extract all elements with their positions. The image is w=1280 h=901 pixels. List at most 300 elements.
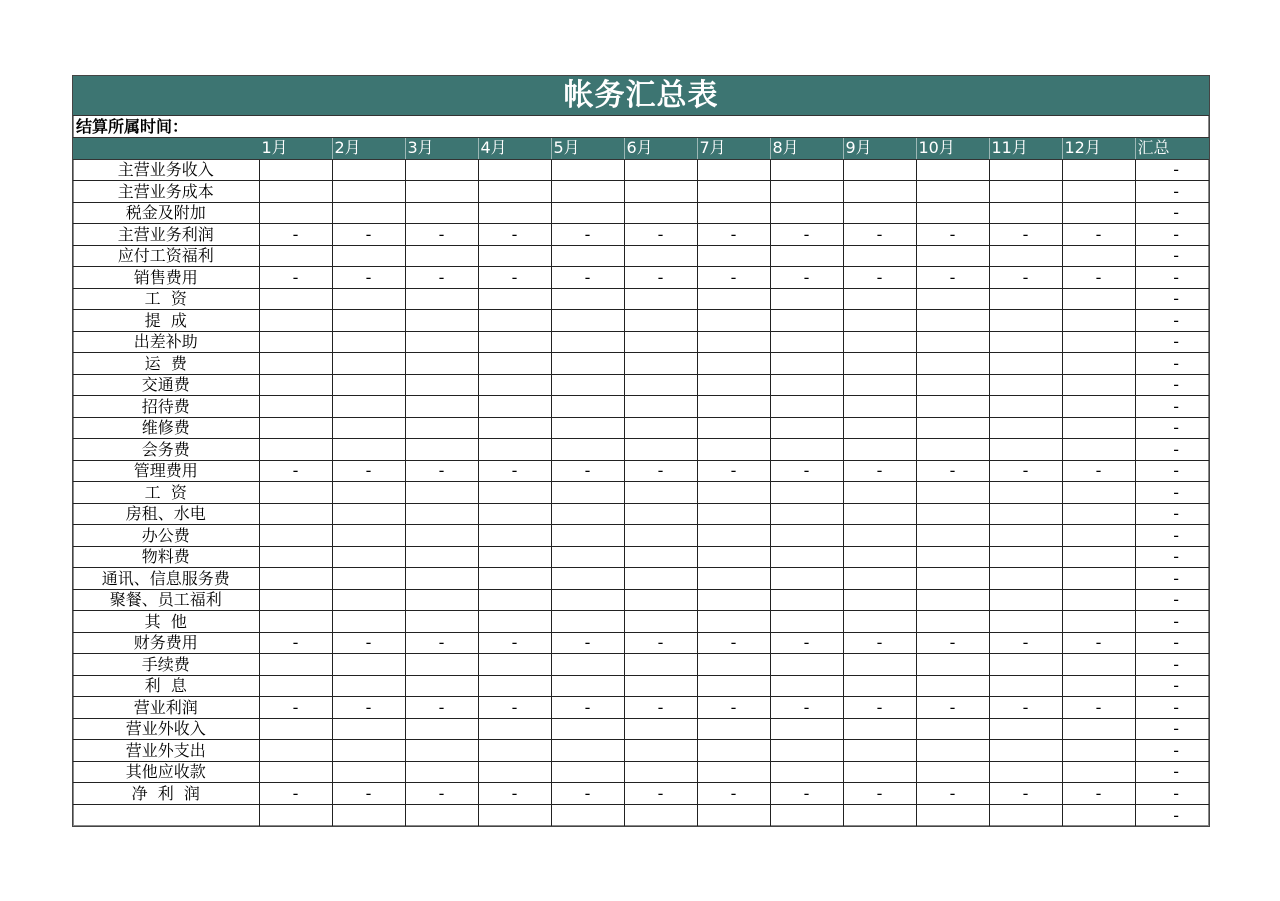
month-value-cell[interactable] — [697, 396, 770, 418]
month-value-cell[interactable] — [332, 396, 405, 418]
month-value-cell[interactable] — [624, 804, 697, 826]
month-value-cell[interactable] — [478, 202, 551, 224]
row-label-cell[interactable]: 通讯、信息服务费 — [73, 568, 259, 590]
month-value-cell[interactable] — [405, 181, 478, 203]
month-value-cell[interactable] — [551, 331, 624, 353]
month-value-cell[interactable] — [989, 245, 1062, 267]
month-value-cell[interactable] — [843, 288, 916, 310]
month-value-cell[interactable]: - — [843, 783, 916, 805]
month-value-cell[interactable] — [332, 331, 405, 353]
row-label-cell[interactable]: 维修费 — [73, 417, 259, 439]
month-value-cell[interactable] — [332, 310, 405, 332]
month-value-cell[interactable] — [405, 245, 478, 267]
total-value-cell[interactable]: - — [1135, 482, 1209, 504]
month-value-cell[interactable] — [551, 804, 624, 826]
total-value-cell[interactable]: - — [1135, 546, 1209, 568]
month-value-cell[interactable] — [916, 439, 989, 461]
month-value-cell[interactable] — [770, 396, 843, 418]
month-value-cell[interactable] — [1062, 611, 1135, 633]
month-value-cell[interactable] — [916, 331, 989, 353]
month-value-cell[interactable]: - — [624, 783, 697, 805]
total-value-cell[interactable]: - — [1135, 611, 1209, 633]
month-value-cell[interactable] — [624, 568, 697, 590]
month-value-cell[interactable] — [916, 181, 989, 203]
month-value-cell[interactable]: - — [989, 460, 1062, 482]
month-value-cell[interactable] — [989, 589, 1062, 611]
total-value-cell[interactable]: - — [1135, 783, 1209, 805]
month-value-cell[interactable] — [624, 417, 697, 439]
month-value-cell[interactable] — [332, 353, 405, 375]
month-value-cell[interactable]: - — [551, 632, 624, 654]
month-value-cell[interactable] — [989, 675, 1062, 697]
month-value-cell[interactable]: - — [1062, 632, 1135, 654]
month-value-cell[interactable] — [332, 675, 405, 697]
month-value-cell[interactable] — [1062, 589, 1135, 611]
month-value-cell[interactable] — [551, 546, 624, 568]
month-value-cell[interactable] — [916, 202, 989, 224]
month-value-cell[interactable] — [1062, 331, 1135, 353]
row-label-cell[interactable]: 销售费用 — [73, 267, 259, 289]
month-value-cell[interactable] — [916, 546, 989, 568]
month-value-cell[interactable] — [1062, 761, 1135, 783]
row-label-cell[interactable]: 运 费 — [73, 353, 259, 375]
row-label-cell[interactable]: 营业外收入 — [73, 718, 259, 740]
month-value-cell[interactable]: - — [843, 697, 916, 719]
month-value-cell[interactable] — [551, 482, 624, 504]
month-value-cell[interactable] — [332, 482, 405, 504]
month-value-cell[interactable] — [989, 482, 1062, 504]
month-value-cell[interactable] — [697, 804, 770, 826]
month-value-cell[interactable] — [332, 202, 405, 224]
month-value-cell[interactable]: - — [989, 632, 1062, 654]
month-value-cell[interactable] — [989, 740, 1062, 762]
month-value-cell[interactable] — [697, 740, 770, 762]
month-value-cell[interactable] — [843, 482, 916, 504]
month-value-cell[interactable] — [1062, 525, 1135, 547]
row-label-cell[interactable]: 利 息 — [73, 675, 259, 697]
row-label-cell[interactable]: 营业外支出 — [73, 740, 259, 762]
month-value-cell[interactable] — [843, 589, 916, 611]
month-value-cell[interactable]: - — [989, 783, 1062, 805]
month-value-cell[interactable] — [332, 761, 405, 783]
month-value-cell[interactable] — [624, 202, 697, 224]
month-value-cell[interactable] — [624, 181, 697, 203]
month-value-cell[interactable] — [916, 245, 989, 267]
month-value-cell[interactable] — [770, 331, 843, 353]
month-value-cell[interactable] — [989, 417, 1062, 439]
month-value-cell[interactable]: - — [624, 267, 697, 289]
month-value-cell[interactable]: - — [624, 224, 697, 246]
month-value-cell[interactable] — [697, 611, 770, 633]
month-value-cell[interactable] — [697, 675, 770, 697]
month-value-cell[interactable] — [1062, 396, 1135, 418]
month-value-cell[interactable] — [843, 439, 916, 461]
month-value-cell[interactable] — [259, 611, 332, 633]
month-value-cell[interactable] — [770, 310, 843, 332]
month-value-cell[interactable] — [916, 417, 989, 439]
month-value-cell[interactable] — [332, 589, 405, 611]
month-value-cell[interactable] — [843, 654, 916, 676]
month-value-cell[interactable] — [624, 353, 697, 375]
month-value-cell[interactable] — [770, 740, 843, 762]
month-value-cell[interactable] — [770, 288, 843, 310]
month-value-cell[interactable]: - — [551, 783, 624, 805]
month-value-cell[interactable] — [770, 374, 843, 396]
month-value-cell[interactable] — [697, 503, 770, 525]
month-value-cell[interactable] — [551, 611, 624, 633]
month-value-cell[interactable] — [405, 439, 478, 461]
total-value-cell[interactable]: - — [1135, 804, 1209, 826]
month-value-cell[interactable] — [770, 439, 843, 461]
month-value-cell[interactable] — [1062, 439, 1135, 461]
month-value-cell[interactable] — [551, 525, 624, 547]
month-value-cell[interactable] — [332, 374, 405, 396]
month-value-cell[interactable] — [843, 353, 916, 375]
month-value-cell[interactable]: - — [259, 224, 332, 246]
month-value-cell[interactable] — [989, 503, 1062, 525]
month-value-cell[interactable] — [770, 503, 843, 525]
total-value-cell[interactable]: - — [1135, 202, 1209, 224]
month-value-cell[interactable]: - — [697, 783, 770, 805]
month-value-cell[interactable]: - — [843, 267, 916, 289]
month-value-cell[interactable] — [770, 589, 843, 611]
month-value-cell[interactable] — [989, 310, 1062, 332]
month-value-cell[interactable] — [697, 202, 770, 224]
month-value-cell[interactable] — [405, 202, 478, 224]
month-value-cell[interactable] — [332, 439, 405, 461]
month-value-cell[interactable] — [405, 417, 478, 439]
month-value-cell[interactable] — [1062, 310, 1135, 332]
month-value-cell[interactable] — [989, 654, 1062, 676]
month-value-cell[interactable] — [843, 310, 916, 332]
month-value-cell[interactable] — [989, 546, 1062, 568]
month-value-cell[interactable]: - — [1062, 267, 1135, 289]
month-value-cell[interactable] — [259, 761, 332, 783]
month-value-cell[interactable] — [259, 374, 332, 396]
month-value-cell[interactable] — [405, 675, 478, 697]
month-value-cell[interactable] — [478, 654, 551, 676]
month-value-cell[interactable] — [843, 202, 916, 224]
month-value-cell[interactable]: - — [1062, 783, 1135, 805]
month-value-cell[interactable] — [697, 353, 770, 375]
row-label-cell[interactable]: 财务费用 — [73, 632, 259, 654]
month-value-cell[interactable] — [916, 503, 989, 525]
month-value-cell[interactable] — [551, 353, 624, 375]
month-value-cell[interactable] — [1062, 417, 1135, 439]
month-value-cell[interactable] — [259, 503, 332, 525]
row-label-cell[interactable]: 主营业务收入 — [73, 159, 259, 181]
total-value-cell[interactable]: - — [1135, 654, 1209, 676]
month-value-cell[interactable] — [332, 546, 405, 568]
month-value-cell[interactable] — [551, 245, 624, 267]
month-value-cell[interactable] — [697, 374, 770, 396]
month-value-cell[interactable] — [1062, 482, 1135, 504]
row-label-cell[interactable]: 营业利润 — [73, 697, 259, 719]
month-value-cell[interactable] — [989, 525, 1062, 547]
column-header-month[interactable]: 9月 — [843, 138, 916, 159]
month-value-cell[interactable] — [1062, 740, 1135, 762]
month-value-cell[interactable] — [916, 804, 989, 826]
month-value-cell[interactable]: - — [259, 460, 332, 482]
month-value-cell[interactable] — [697, 288, 770, 310]
month-value-cell[interactable]: - — [697, 224, 770, 246]
total-value-cell[interactable]: - — [1135, 503, 1209, 525]
month-value-cell[interactable] — [624, 288, 697, 310]
month-value-cell[interactable]: - — [770, 460, 843, 482]
month-value-cell[interactable] — [624, 611, 697, 633]
month-value-cell[interactable]: - — [697, 697, 770, 719]
month-value-cell[interactable] — [1062, 568, 1135, 590]
month-value-cell[interactable] — [624, 740, 697, 762]
month-value-cell[interactable] — [259, 740, 332, 762]
month-value-cell[interactable] — [624, 525, 697, 547]
total-value-cell[interactable]: - — [1135, 353, 1209, 375]
month-value-cell[interactable] — [916, 568, 989, 590]
month-value-cell[interactable] — [1062, 353, 1135, 375]
month-value-cell[interactable] — [843, 804, 916, 826]
month-value-cell[interactable] — [478, 353, 551, 375]
month-value-cell[interactable] — [697, 417, 770, 439]
month-value-cell[interactable]: - — [697, 460, 770, 482]
month-value-cell[interactable] — [989, 761, 1062, 783]
month-value-cell[interactable]: - — [989, 224, 1062, 246]
month-value-cell[interactable]: - — [332, 224, 405, 246]
total-value-cell[interactable]: - — [1135, 288, 1209, 310]
month-value-cell[interactable] — [478, 804, 551, 826]
month-value-cell[interactable] — [405, 654, 478, 676]
month-value-cell[interactable] — [697, 654, 770, 676]
month-value-cell[interactable] — [332, 288, 405, 310]
settlement-period-label[interactable]: 结算所属时间： — [73, 116, 1209, 138]
month-value-cell[interactable] — [770, 675, 843, 697]
month-value-cell[interactable] — [843, 396, 916, 418]
month-value-cell[interactable] — [1062, 181, 1135, 203]
column-header-month[interactable]: 1月 — [259, 138, 332, 159]
month-value-cell[interactable] — [916, 374, 989, 396]
row-label-cell[interactable]: 其 他 — [73, 611, 259, 633]
total-value-cell[interactable]: - — [1135, 181, 1209, 203]
column-header-month[interactable]: 11月 — [989, 138, 1062, 159]
month-value-cell[interactable]: - — [332, 697, 405, 719]
month-value-cell[interactable] — [1062, 804, 1135, 826]
month-value-cell[interactable]: - — [916, 224, 989, 246]
total-value-cell[interactable]: - — [1135, 331, 1209, 353]
total-value-cell[interactable]: - — [1135, 697, 1209, 719]
month-value-cell[interactable] — [405, 740, 478, 762]
month-value-cell[interactable] — [697, 761, 770, 783]
column-header-month[interactable]: 6月 — [624, 138, 697, 159]
row-label-cell[interactable]: 出差补助 — [73, 331, 259, 353]
month-value-cell[interactable] — [1062, 546, 1135, 568]
column-header-month[interactable]: 2月 — [332, 138, 405, 159]
month-value-cell[interactable] — [478, 740, 551, 762]
month-value-cell[interactable] — [1062, 503, 1135, 525]
row-label-cell[interactable]: 交通费 — [73, 374, 259, 396]
month-value-cell[interactable] — [697, 331, 770, 353]
month-value-cell[interactable] — [551, 589, 624, 611]
month-value-cell[interactable] — [843, 546, 916, 568]
month-value-cell[interactable] — [916, 396, 989, 418]
month-value-cell[interactable] — [259, 718, 332, 740]
month-value-cell[interactable]: - — [478, 267, 551, 289]
month-value-cell[interactable]: - — [624, 632, 697, 654]
month-value-cell[interactable] — [551, 288, 624, 310]
row-label-cell[interactable]: 工 资 — [73, 482, 259, 504]
month-value-cell[interactable] — [697, 181, 770, 203]
column-header-month[interactable]: 8月 — [770, 138, 843, 159]
month-value-cell[interactable] — [843, 503, 916, 525]
month-value-cell[interactable] — [1062, 288, 1135, 310]
column-header-month[interactable]: 12月 — [1062, 138, 1135, 159]
month-value-cell[interactable] — [405, 353, 478, 375]
column-header-month[interactable]: 3月 — [405, 138, 478, 159]
month-value-cell[interactable] — [989, 804, 1062, 826]
row-label-cell[interactable]: 聚餐、员工福利 — [73, 589, 259, 611]
month-value-cell[interactable] — [405, 718, 478, 740]
month-value-cell[interactable] — [551, 417, 624, 439]
total-value-cell[interactable]: - — [1135, 417, 1209, 439]
month-value-cell[interactable] — [259, 589, 332, 611]
month-value-cell[interactable] — [478, 675, 551, 697]
month-value-cell[interactable]: - — [843, 460, 916, 482]
month-value-cell[interactable] — [332, 417, 405, 439]
month-value-cell[interactable] — [624, 503, 697, 525]
month-value-cell[interactable] — [1062, 374, 1135, 396]
month-value-cell[interactable] — [551, 374, 624, 396]
month-value-cell[interactable] — [770, 654, 843, 676]
month-value-cell[interactable]: - — [551, 224, 624, 246]
month-value-cell[interactable] — [405, 331, 478, 353]
month-value-cell[interactable] — [624, 718, 697, 740]
month-value-cell[interactable]: - — [770, 632, 843, 654]
month-value-cell[interactable] — [697, 439, 770, 461]
month-value-cell[interactable]: - — [1062, 697, 1135, 719]
total-value-cell[interactable]: - — [1135, 460, 1209, 482]
row-label-cell[interactable] — [73, 804, 259, 826]
month-value-cell[interactable]: - — [843, 224, 916, 246]
month-value-cell[interactable] — [916, 288, 989, 310]
month-value-cell[interactable] — [478, 482, 551, 504]
month-value-cell[interactable]: - — [770, 783, 843, 805]
month-value-cell[interactable] — [1062, 159, 1135, 181]
month-value-cell[interactable] — [478, 589, 551, 611]
month-value-cell[interactable] — [916, 761, 989, 783]
month-value-cell[interactable]: - — [478, 224, 551, 246]
month-value-cell[interactable] — [843, 611, 916, 633]
month-value-cell[interactable] — [259, 525, 332, 547]
month-value-cell[interactable] — [405, 503, 478, 525]
month-value-cell[interactable]: - — [916, 697, 989, 719]
month-value-cell[interactable]: - — [478, 632, 551, 654]
month-value-cell[interactable] — [551, 439, 624, 461]
month-value-cell[interactable]: - — [551, 267, 624, 289]
month-value-cell[interactable] — [697, 310, 770, 332]
month-value-cell[interactable] — [770, 181, 843, 203]
month-value-cell[interactable] — [916, 525, 989, 547]
month-value-cell[interactable] — [770, 718, 843, 740]
month-value-cell[interactable] — [259, 439, 332, 461]
month-value-cell[interactable]: - — [405, 632, 478, 654]
month-value-cell[interactable] — [770, 568, 843, 590]
column-header-month[interactable]: 4月 — [478, 138, 551, 159]
month-value-cell[interactable] — [478, 611, 551, 633]
month-value-cell[interactable]: - — [551, 697, 624, 719]
month-value-cell[interactable] — [624, 546, 697, 568]
month-value-cell[interactable] — [916, 353, 989, 375]
month-value-cell[interactable] — [843, 159, 916, 181]
month-value-cell[interactable] — [332, 525, 405, 547]
month-value-cell[interactable] — [843, 331, 916, 353]
month-value-cell[interactable] — [259, 245, 332, 267]
month-value-cell[interactable] — [697, 245, 770, 267]
month-value-cell[interactable] — [843, 718, 916, 740]
total-value-cell[interactable]: - — [1135, 632, 1209, 654]
month-value-cell[interactable] — [624, 310, 697, 332]
month-value-cell[interactable] — [478, 417, 551, 439]
month-value-cell[interactable] — [624, 589, 697, 611]
month-value-cell[interactable] — [332, 611, 405, 633]
month-value-cell[interactable] — [551, 503, 624, 525]
month-value-cell[interactable] — [770, 482, 843, 504]
month-value-cell[interactable] — [259, 353, 332, 375]
month-value-cell[interactable] — [405, 589, 478, 611]
month-value-cell[interactable] — [551, 718, 624, 740]
row-label-cell[interactable]: 主营业务成本 — [73, 181, 259, 203]
month-value-cell[interactable] — [478, 546, 551, 568]
month-value-cell[interactable] — [916, 310, 989, 332]
month-value-cell[interactable] — [332, 718, 405, 740]
month-value-cell[interactable] — [551, 654, 624, 676]
month-value-cell[interactable] — [332, 568, 405, 590]
month-value-cell[interactable] — [478, 331, 551, 353]
month-value-cell[interactable] — [478, 310, 551, 332]
month-value-cell[interactable] — [989, 181, 1062, 203]
month-value-cell[interactable] — [478, 761, 551, 783]
month-value-cell[interactable] — [624, 159, 697, 181]
month-value-cell[interactable]: - — [405, 267, 478, 289]
month-value-cell[interactable] — [770, 353, 843, 375]
month-value-cell[interactable]: - — [405, 224, 478, 246]
month-value-cell[interactable] — [259, 202, 332, 224]
month-value-cell[interactable] — [405, 310, 478, 332]
month-value-cell[interactable] — [843, 568, 916, 590]
month-value-cell[interactable]: - — [405, 697, 478, 719]
month-value-cell[interactable]: - — [332, 783, 405, 805]
month-value-cell[interactable] — [478, 245, 551, 267]
month-value-cell[interactable] — [405, 396, 478, 418]
month-value-cell[interactable] — [989, 353, 1062, 375]
month-value-cell[interactable]: - — [770, 267, 843, 289]
month-value-cell[interactable] — [405, 525, 478, 547]
month-value-cell[interactable] — [551, 396, 624, 418]
month-value-cell[interactable] — [770, 245, 843, 267]
total-value-cell[interactable]: - — [1135, 525, 1209, 547]
month-value-cell[interactable] — [697, 525, 770, 547]
row-label-cell[interactable]: 会务费 — [73, 439, 259, 461]
total-value-cell[interactable]: - — [1135, 718, 1209, 740]
month-value-cell[interactable] — [332, 159, 405, 181]
month-value-cell[interactable] — [843, 675, 916, 697]
month-value-cell[interactable] — [259, 396, 332, 418]
month-value-cell[interactable] — [624, 439, 697, 461]
month-value-cell[interactable] — [624, 761, 697, 783]
month-value-cell[interactable] — [551, 181, 624, 203]
month-value-cell[interactable] — [916, 654, 989, 676]
month-value-cell[interactable] — [624, 675, 697, 697]
month-value-cell[interactable] — [259, 181, 332, 203]
month-value-cell[interactable] — [478, 718, 551, 740]
month-value-cell[interactable] — [478, 525, 551, 547]
